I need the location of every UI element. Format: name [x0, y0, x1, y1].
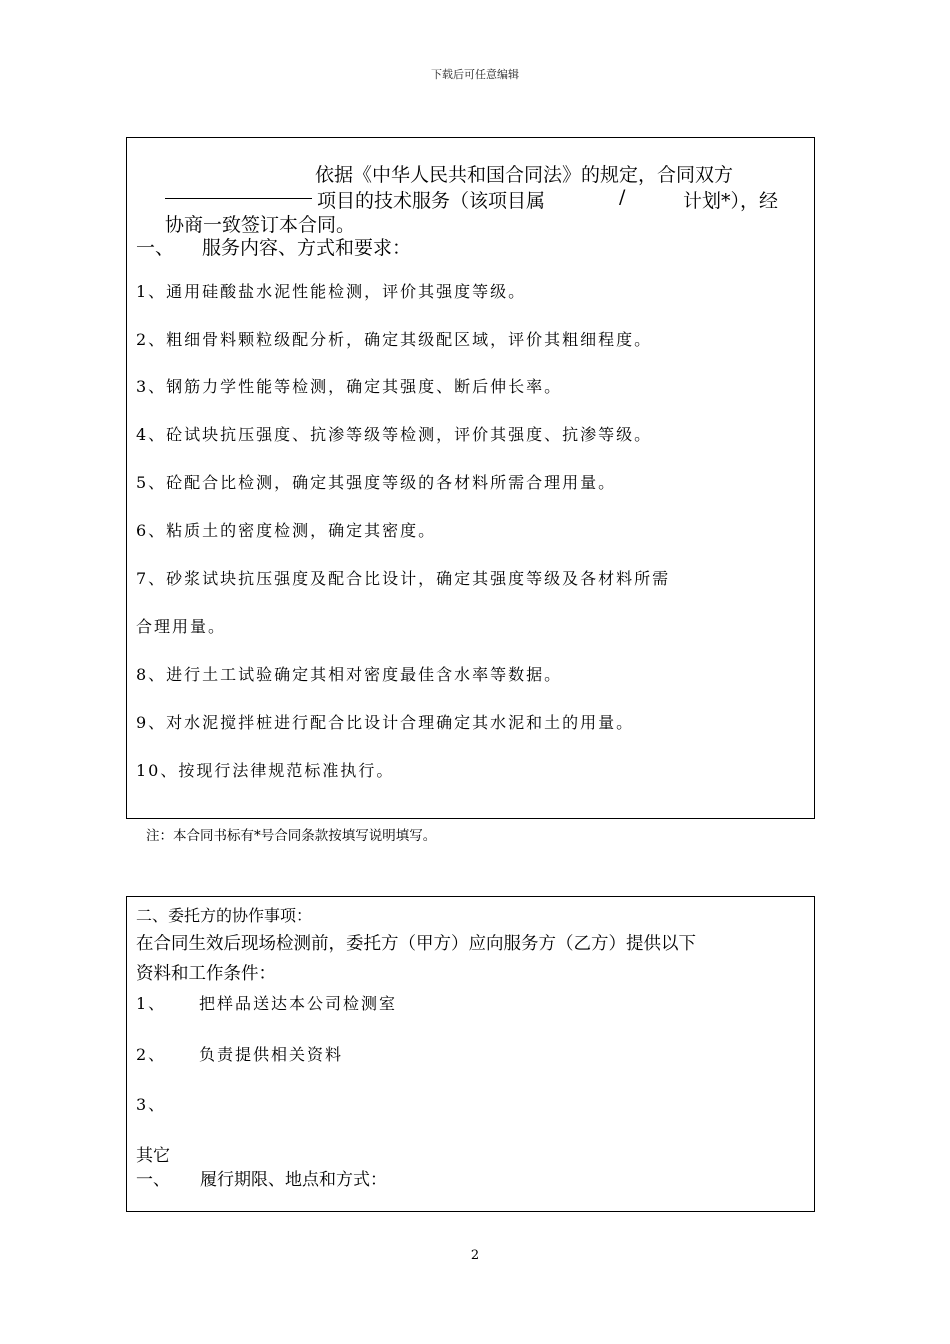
service-item-8: 8、进行土工试验确定其相对密度最佳含水率等数据。 — [136, 665, 563, 684]
cooperation-item-2-number: 2、 — [136, 1045, 167, 1064]
cooperation-item-2-text: 负责提供相关资料 — [199, 1045, 344, 1064]
contract-note: 注：本合同书标有*号合同条款按填写说明填写。 — [146, 828, 437, 844]
heading-3-number: 一、 — [136, 1170, 170, 1190]
cooperation-item-1-text: 把样品送达本公司检测室 — [199, 994, 398, 1013]
service-item-7-continued: 合理用量。 — [136, 617, 227, 636]
contract-section-1 — [126, 137, 815, 819]
service-item-7: 7、砂浆试块抗压强度及配合比设计，确定其强度等级及各材料所需 — [136, 569, 671, 588]
cooperation-item-1-number: 1、 — [136, 994, 167, 1013]
other-label: 其它 — [136, 1146, 170, 1166]
heading-1-text: 服务内容、方式和要求： — [202, 237, 412, 259]
section-2-para-line-2: 资料和工作条件： — [136, 964, 276, 984]
service-item-4: 4、砼试块抗压强度、抗渗等级等检测，评价其强度、抗渗等级。 — [136, 425, 653, 444]
contract-section-2 — [126, 896, 815, 1212]
intro-line-2-part-2: 计划*），经 — [683, 190, 779, 212]
intro-line-1: 依据《中华人民共和国合同法》的规定，合同双方 — [315, 164, 734, 186]
service-item-9: 9、对水泥搅拌桩进行配合比设计合理确定其水泥和土的用量。 — [136, 713, 635, 732]
heading-1-number: 一、 — [136, 237, 175, 259]
intro-line-2-part-1: 项目的技术服务（该项目属 — [317, 190, 546, 212]
service-item-1: 1、通用硅酸盐水泥性能检测，评价其强度等级。 — [136, 282, 527, 301]
cooperation-item-3-number: 3、 — [136, 1095, 167, 1114]
intro-line-2-slash: / — [619, 186, 626, 208]
page-number: 2 — [470, 1248, 480, 1263]
project-name-blank — [165, 198, 312, 199]
service-item-5: 5、砼配合比检测，确定其强度等级的各材料所需合理用量。 — [136, 473, 617, 492]
section-2-para-line-1: 在合同生效后现场检测前，委托方（甲方）应向服务方（乙方）提供以下 — [136, 934, 696, 954]
service-item-10: 10、按现行法律规范标准执行。 — [136, 761, 395, 780]
intro-line-3: 协商一致签订本合同。 — [165, 214, 356, 236]
page-header: 下载后可任意编辑 — [431, 68, 519, 81]
service-item-3: 3、钢筋力学性能等检测，确定其强度、断后伸长率。 — [136, 377, 563, 396]
service-item-6: 6、粘质土的密度检测，确定其密度。 — [136, 521, 437, 540]
heading-2: 二、委托方的协作事项： — [136, 906, 313, 925]
service-item-2: 2、粗细骨料颗粒级配分析，确定其级配区域，评价其粗细程度。 — [136, 330, 653, 349]
heading-3-text: 履行期限、地点和方式： — [200, 1170, 387, 1190]
